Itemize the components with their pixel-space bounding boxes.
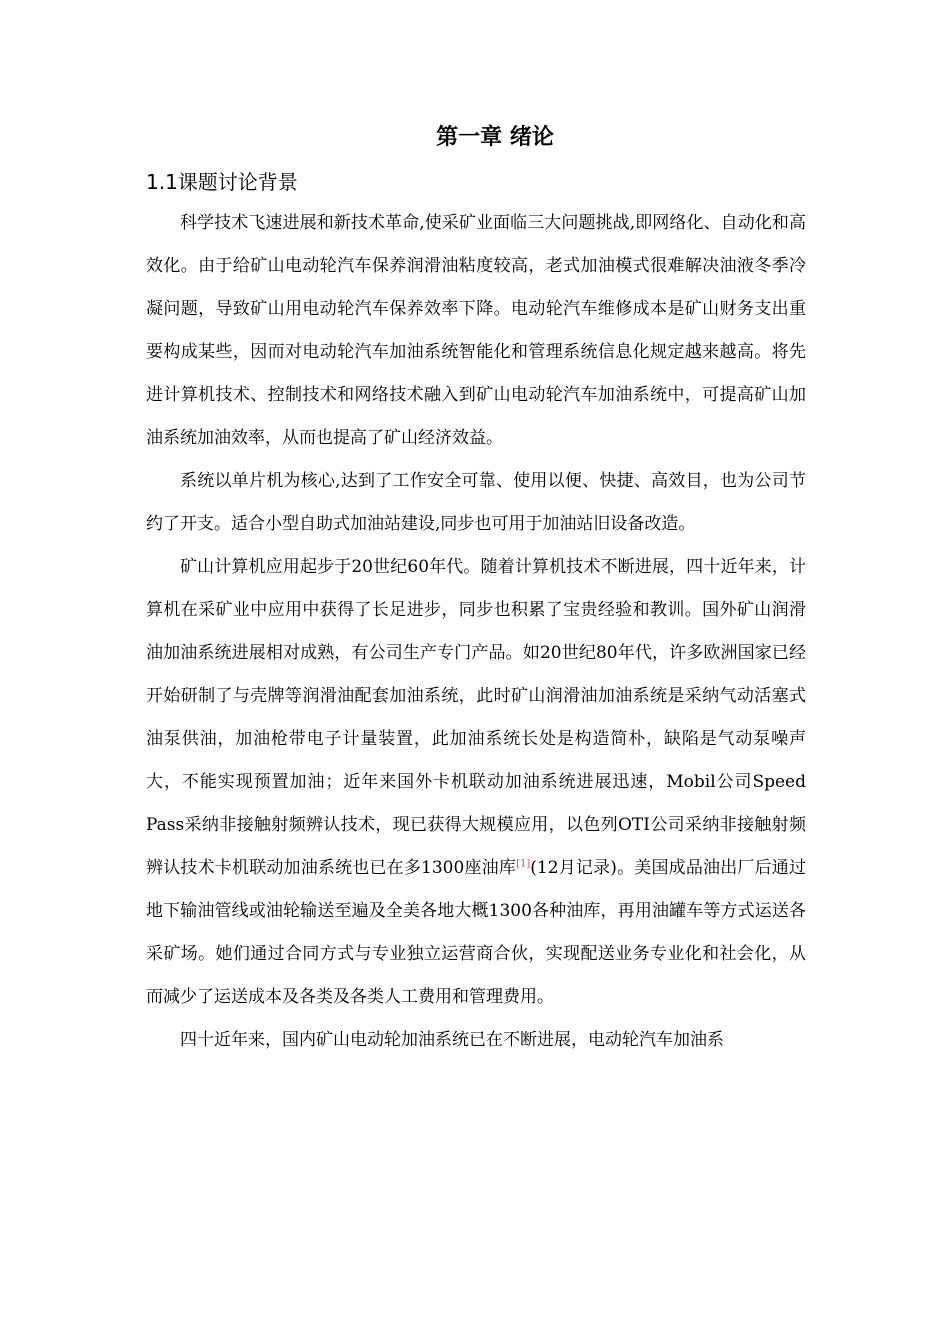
citation-link[interactable]: [1]: [516, 858, 531, 870]
paragraph-2: 系统以单片机为核心,达到了工作安全可靠、使用以便、快捷、高效目，也为公司节约了开支。适合小型自助式加油站建设,同步也可用于加油站旧设备改造。: [146, 471, 806, 534]
paragraph-3-text-before: 矿山计算机应用起步于20世纪60年代。随着计算机技术不断进展，四十近年来，计算机在采矿业中应用中获得了长足进步，同步也积累了宝贵经验和教训。国外矿山润滑油加油系统进展相对成熟，有公司生产专门产品。如20世纪80年代，许多欧洲国家已经开始研制了与壳牌等润滑油配套加油系统，此时矿山润滑油加油系统是采纳气动活塞式油泵供油，加油枪带电子计量装置，此加油系统长处是构造简朴，缺陷是气动泵噪声大，不能实现预置加油；近年来国外卡机联动加油系统进展迅速，Mobil公司Speed Pass采纳非接触射频辨认技术，现已获得大规模应用，以色列OTI公司采纳非接触射频辨认技术卡机联动加油系统也已在多1300座油库: [146, 557, 806, 878]
paragraph-1: 科学技术飞速进展和新技术革命,使采矿业面临三大问题挑战,即网络化、自动化和高效化。由于给矿山电动轮汽车保养润滑油粘度较高，老式加油模式很难解决油液冬季冷凝问题，导致矿山用电动轮汽车保养效率下降。电动轮汽车维修成本是矿山财务支出重要构成某些，因而对电动轮汽车加油系统智能化和管理系统信息化规定越来越高。将先进计算机技术、控制技术和网络技术融入到矿山电动轮汽车加油系统中，可提高矿山加油系统加油效率，从而也提高了矿山经济效益。: [146, 213, 806, 448]
paragraph-4: 四十近年来，国内矿山电动轮加油系统已在不断进展，电动轮汽车加油系: [180, 1030, 724, 1050]
body-text: [146, 202, 806, 1062]
paragraph-3-text-after: (12月记录)。美国成品油出厂后通过地下输油管线或油轮输送至遍及全美各地大概1300各种油库，再用油罐车等方式运送各采矿场。她们通过合同方式与专业独立运营商合伙，实现配送业务专业化和社会化，从而减少了运送成本及各类及各类人工费用和管理费用。: [146, 858, 806, 1007]
section-heading: 1.1课题讨论背景: [146, 170, 298, 194]
chapter-title: 第一章 绪论: [436, 125, 554, 150]
paragraph-3: [146, 546, 806, 1019]
